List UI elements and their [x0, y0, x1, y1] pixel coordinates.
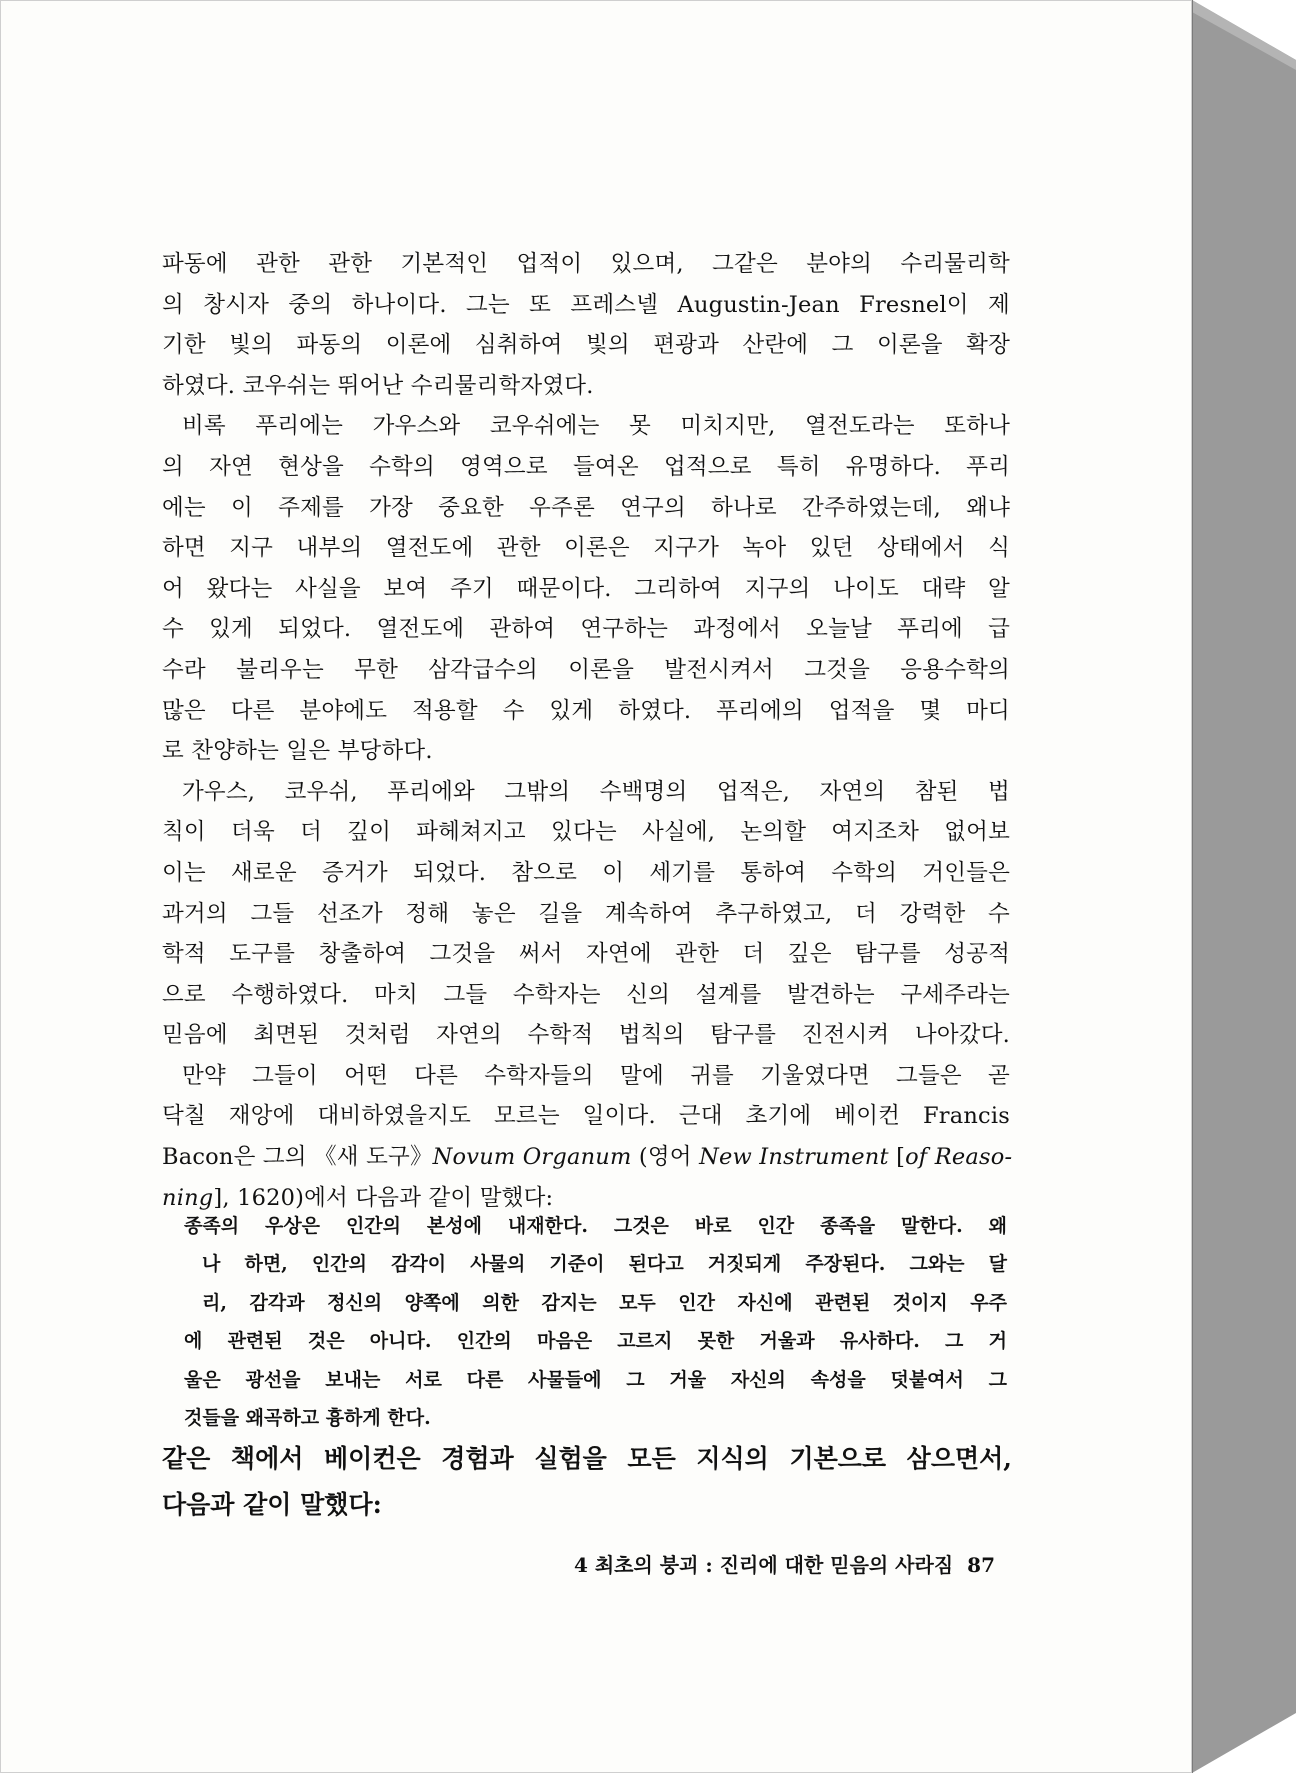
text-line: 다음과 같이 말했다: — [162, 1490, 382, 1519]
text-line: 이는 새로운 증거가 되었다. 참으로 이 세기를 통하여 수학의 거인들은 — [162, 859, 1010, 886]
quote-line: 나 하면, 인간의 감각이 사물의 기준이 된다고 거짓되게 주장된다. 그와는 달 — [202, 1253, 1007, 1276]
text-line: 에는 이 주제를 가장 중요한 우주론 연구의 하나로 간주하였는데, 왜냐 — [162, 494, 1010, 521]
text-line: 학적 도구를 창출하여 그것을 써서 자연에 관한 더 깊은 탐구를 성공적 — [162, 941, 1010, 968]
text-line: 하면 지구 내부의 열전도에 관한 이론은 지구가 녹아 있던 상태에서 식 — [162, 535, 1010, 562]
text-line: 과거의 그들 선조가 정해 놓은 길을 계속하여 추구하였고, 더 강력한 수 — [162, 900, 1010, 927]
block-quote — [184, 1207, 1007, 1437]
text-line: 로 찬양하는 일은 부당하다. — [162, 738, 433, 765]
italic-title: Novum Organum — [432, 1144, 632, 1171]
quote-line: 것들을 왜곡하고 흉하게 한다. — [184, 1406, 431, 1429]
text-span: ], 1620)에서 다음과 같이 말했다: — [213, 1184, 554, 1211]
italic-title: New Instrument — [699, 1144, 889, 1171]
italic-title: of Reaso- — [905, 1144, 1013, 1171]
paragraph-start-line: 만약 그들이 어떤 다른 수학자들의 말에 귀를 기울였다면 그들은 곧 — [182, 1062, 1010, 1089]
text-span: [ — [888, 1144, 906, 1171]
text-line: 의 창시자 중의 하나이다. 그는 또 프레스넬 Augustin-Jean Fresnel이 제 — [162, 291, 1010, 318]
text-line: 같은 책에서 베이컨은 경험과 실험을 모든 지식의 기본으로 삼으면서, — [162, 1444, 1012, 1473]
bacon-line — [162, 1137, 1013, 1178]
paragraph-start-line: 가우스, 코우쉬, 푸리에와 그밖의 수백명의 업적은, 자연의 참된 법 — [182, 778, 1010, 805]
text-line: 수 있게 되었다. 열전도에 관하여 연구하는 과정에서 오늘날 푸리에 급 — [162, 616, 1010, 643]
book-edge — [1192, 0, 1296, 1773]
body-text — [162, 244, 1013, 1218]
text-line: 많은 다른 분야에도 적용할 수 있게 하였다. 푸리에의 업적을 몇 마디 — [162, 697, 1010, 724]
text-line: 으로 수행하였다. 마치 그들 수학자는 신의 설계를 발견하는 구세주라는 — [162, 981, 1010, 1008]
text-line: 의 자연 현상을 수학의 영역으로 들여온 업적으로 특히 유명하다. 푸리 — [162, 453, 1010, 480]
text-span: (영어 — [631, 1144, 700, 1171]
paragraph-start-line: 비록 푸리에는 가우스와 코우쉬에는 못 미치지만, 열전도라는 또하나 — [182, 413, 1010, 440]
text-line: 칙이 더욱 더 깊이 파헤쳐지고 있다는 사실에, 논의할 여지조차 없어보 — [162, 819, 1010, 846]
closing-text — [162, 1436, 1012, 1528]
quote-line: 에 관련된 것은 아니다. 인간의 마음은 고르지 못한 거울과 유사하다. 그 거 — [184, 1330, 1007, 1353]
book-edge-shape — [1192, 0, 1296, 1773]
quote-line: 울은 광선을 보내는 서로 다른 사물들에 그 거울 자신의 속성을 덧붙여서 그 — [184, 1368, 1007, 1391]
text-line: 수라 불리우는 무한 삼각급수의 이론을 발전시켜서 그것을 응용수학의 — [162, 656, 1010, 683]
text-line: 기한 빛의 파동의 이론에 심취하여 빛의 편광과 산란에 그 이론을 확장 — [162, 332, 1010, 359]
text-line: 하였다. 코우쉬는 뛰어난 수리물리학자였다. — [162, 372, 594, 399]
page-number: 87 — [967, 1553, 995, 1577]
text-line: 어 왔다는 사실을 보여 주기 때문이다. 그리하여 지구의 나이도 대략 알 — [162, 575, 1010, 602]
italic-title: ning — [162, 1184, 214, 1211]
text-span: Bacon은 그의 《새 도구》 — [162, 1144, 433, 1171]
text-line: 닥칠 재앙에 대비하였을지도 모르는 일이다. 근대 초기에 베이컨 Francis — [162, 1103, 1010, 1130]
text-line: 믿음에 최면된 것처럼 자연의 수학적 법칙의 탐구를 진전시켜 나아갔다. — [162, 1022, 1010, 1049]
page-footer — [479, 1549, 995, 1578]
text-line: 파동에 관한 관한 기본적인 업적이 있으며, 그같은 분야의 수리물리학 — [162, 251, 1010, 277]
quote-line: 종족의 우상은 인간의 본성에 내재한다. 그것은 바로 인간 종족을 말한다. 왜 — [184, 1215, 1007, 1237]
quote-line: 리, 감각과 정신의 양쪽에 의한 감지는 모두 인간 자신에 관련된 것이지 우주 — [202, 1291, 1007, 1314]
running-head: 4 최초의 붕괴 : 진리에 대한 믿음의 사라짐 — [573, 1553, 954, 1577]
